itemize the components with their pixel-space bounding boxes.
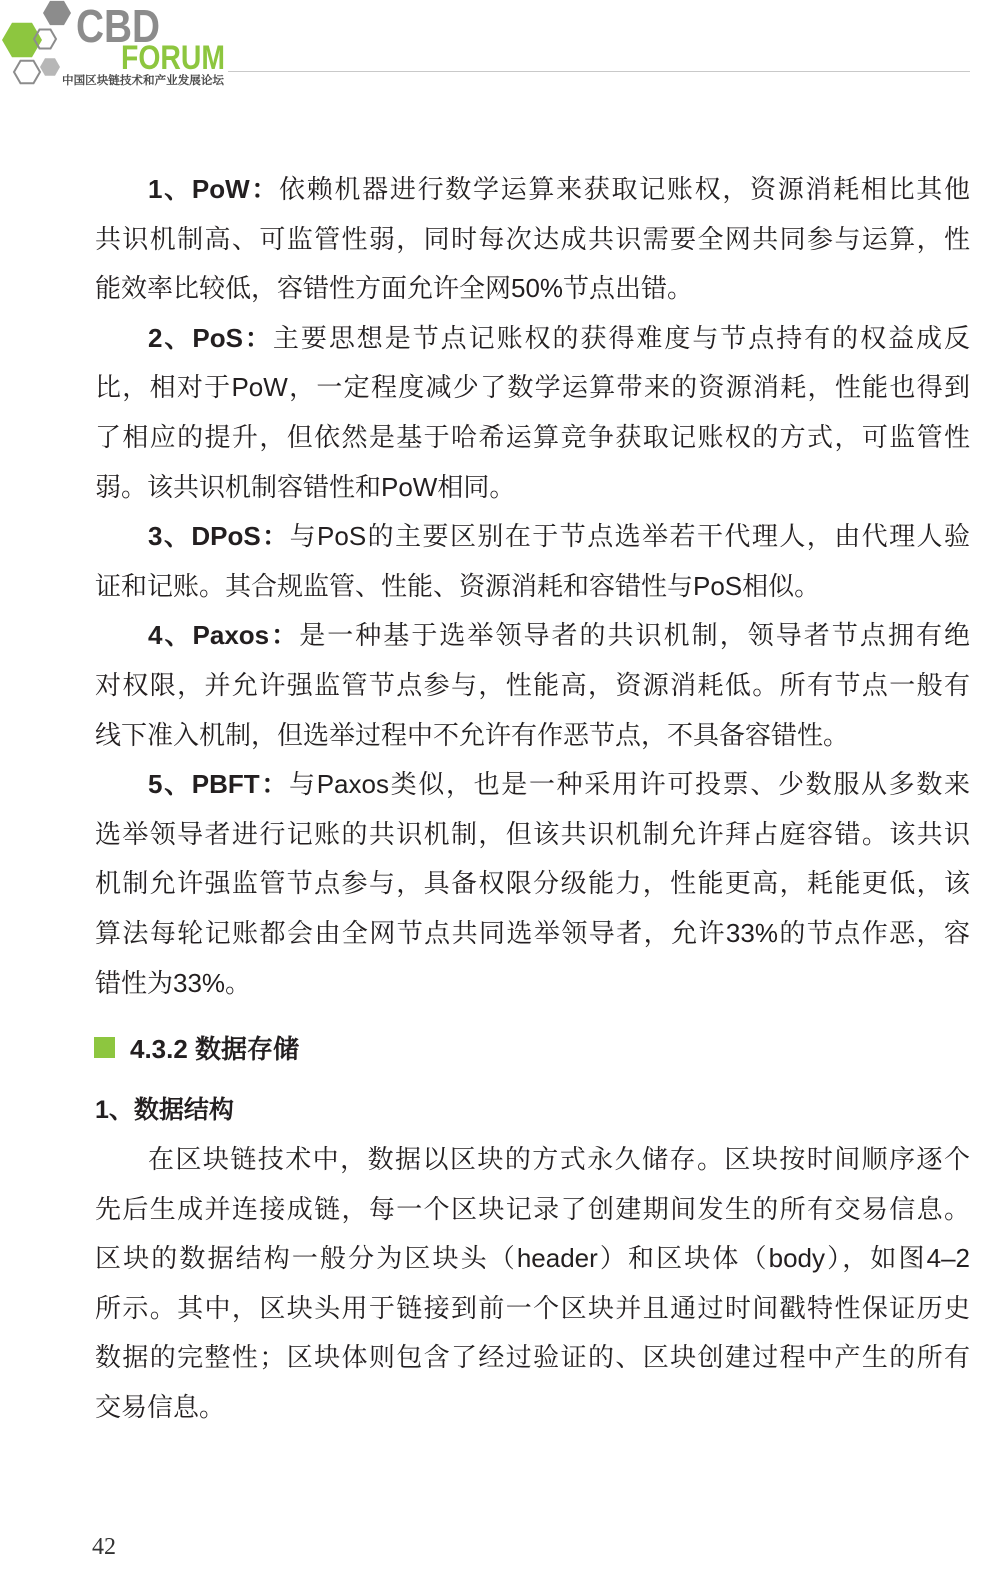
text-line: 机制允许强监管节点参与，具备权限分级能力，性能更高，耗能更低，该 — [95, 868, 970, 899]
line-text: 主要思想是节点记账权的获得难度与节点持有的权益成反 — [272, 322, 970, 353]
hexagon-outline-icon — [14, 61, 40, 84]
item-label: 5、PBFT： — [148, 769, 290, 800]
data-structure-paragraph — [95, 1135, 970, 1433]
hexagon-icon — [43, 1, 71, 25]
line-text: 依赖机器进行数学运算来获取记账权，资源消耗相比其他 — [279, 174, 970, 204]
text-line: 证和记账。其合规监管、性能、资源消耗和容错性与PoS相似。 — [95, 570, 821, 601]
text-line — [95, 760, 970, 810]
cbd-forum-logo — [0, 0, 232, 90]
section-heading-text: 4.3.2 数据存储 — [130, 1033, 300, 1064]
text-line: 比，相对于PoW，一定程度减少了数学运算带来的资源消耗，性能也得到 — [95, 372, 970, 403]
logo-cbd-text: CBD — [76, 0, 160, 52]
item-label: 3、DPoS： — [148, 521, 290, 552]
text-line — [95, 611, 970, 661]
text-line: 交易信息。 — [95, 1391, 226, 1422]
header-divider — [228, 71, 970, 72]
text-line: 在区块链技术中，数据以区块的方式永久储存。区块按时间顺序逐个 — [148, 1144, 970, 1174]
consensus-item-pbft — [95, 760, 970, 1008]
text-line: 弱。该共识机制容错性和PoW相同。 — [95, 471, 516, 502]
hexagon-icon — [2, 23, 42, 58]
text-line: 对权限，并允许强监管节点参与，性能高，资源消耗低。所有节点一般有 — [95, 669, 970, 700]
text-line: 错性为33%。 — [95, 967, 252, 998]
hexagon-icon — [40, 58, 60, 75]
item-label: 1、PoW： — [148, 174, 280, 204]
item-label: 2、PoS： — [148, 322, 273, 353]
logo-forum-text: FORUM — [121, 39, 225, 77]
consensus-item-dpos — [95, 512, 970, 611]
line-text: 是一种基于选举领导者的共识机制，领导者节点拥有绝 — [299, 620, 970, 651]
text-line: 先后生成并连接成链，每一个区块记录了创建期间发生的所有交易信息。 — [95, 1193, 970, 1224]
text-line: 算法每轮记账都会由全网节点共同选举领导者，允许33%的节点作恶，容 — [95, 917, 970, 948]
text-line: 能效率比较低，容错性方面允许全网50%节点出错。 — [95, 273, 694, 304]
line-text: 与PoS的主要区别在于节点选举若干代理人，由代理人验 — [289, 521, 970, 552]
consensus-list — [95, 165, 970, 1008]
text-line: 所示。其中，区块头用于链接到前一个区块并且通过时间戳特性保证历史 — [95, 1292, 970, 1323]
subheading: 1、数据结构 — [95, 1096, 234, 1124]
text-line: 数据的完整性；区块体则包含了经过验证的、区块创建过程中产生的所有 — [95, 1342, 970, 1373]
text-line — [95, 165, 970, 215]
text-line: 线下准入机制，但选举过程中不允许有作恶节点，不具备容错性。 — [95, 719, 850, 750]
text-line: 区块的数据结构一般分为区块头（header）和区块体（body），如图4–2 — [95, 1243, 970, 1274]
consensus-item-pow — [95, 165, 970, 314]
text-line — [95, 512, 970, 562]
section-heading — [94, 1022, 299, 1072]
text-line: 了相应的提升，但依然是基于哈希运算竞争获取记账权的方式，可监管性 — [95, 421, 970, 452]
item-label: 4、Paxos： — [148, 620, 300, 651]
text-line: 共识机制高、可监管性弱，同时每次达成共识需要全网共同参与运算，性 — [95, 223, 970, 254]
consensus-item-paxos — [95, 611, 970, 760]
logo-tagline: 中国区块链技术和产业发展论坛 — [62, 75, 223, 87]
consensus-item-pos — [95, 314, 970, 512]
line-text: 与Paxos类似，也是一种采用许可投票、少数服从多数来 — [289, 769, 971, 800]
text-line — [95, 314, 970, 364]
square-bullet-icon — [94, 1037, 115, 1058]
page-number: 42 — [92, 1534, 116, 1560]
text-line: 选举领导者进行记账的共识机制，但该共识机制允许拜占庭容错。该共识 — [95, 818, 970, 849]
hexagon-cluster-icon — [2, 1, 71, 83]
